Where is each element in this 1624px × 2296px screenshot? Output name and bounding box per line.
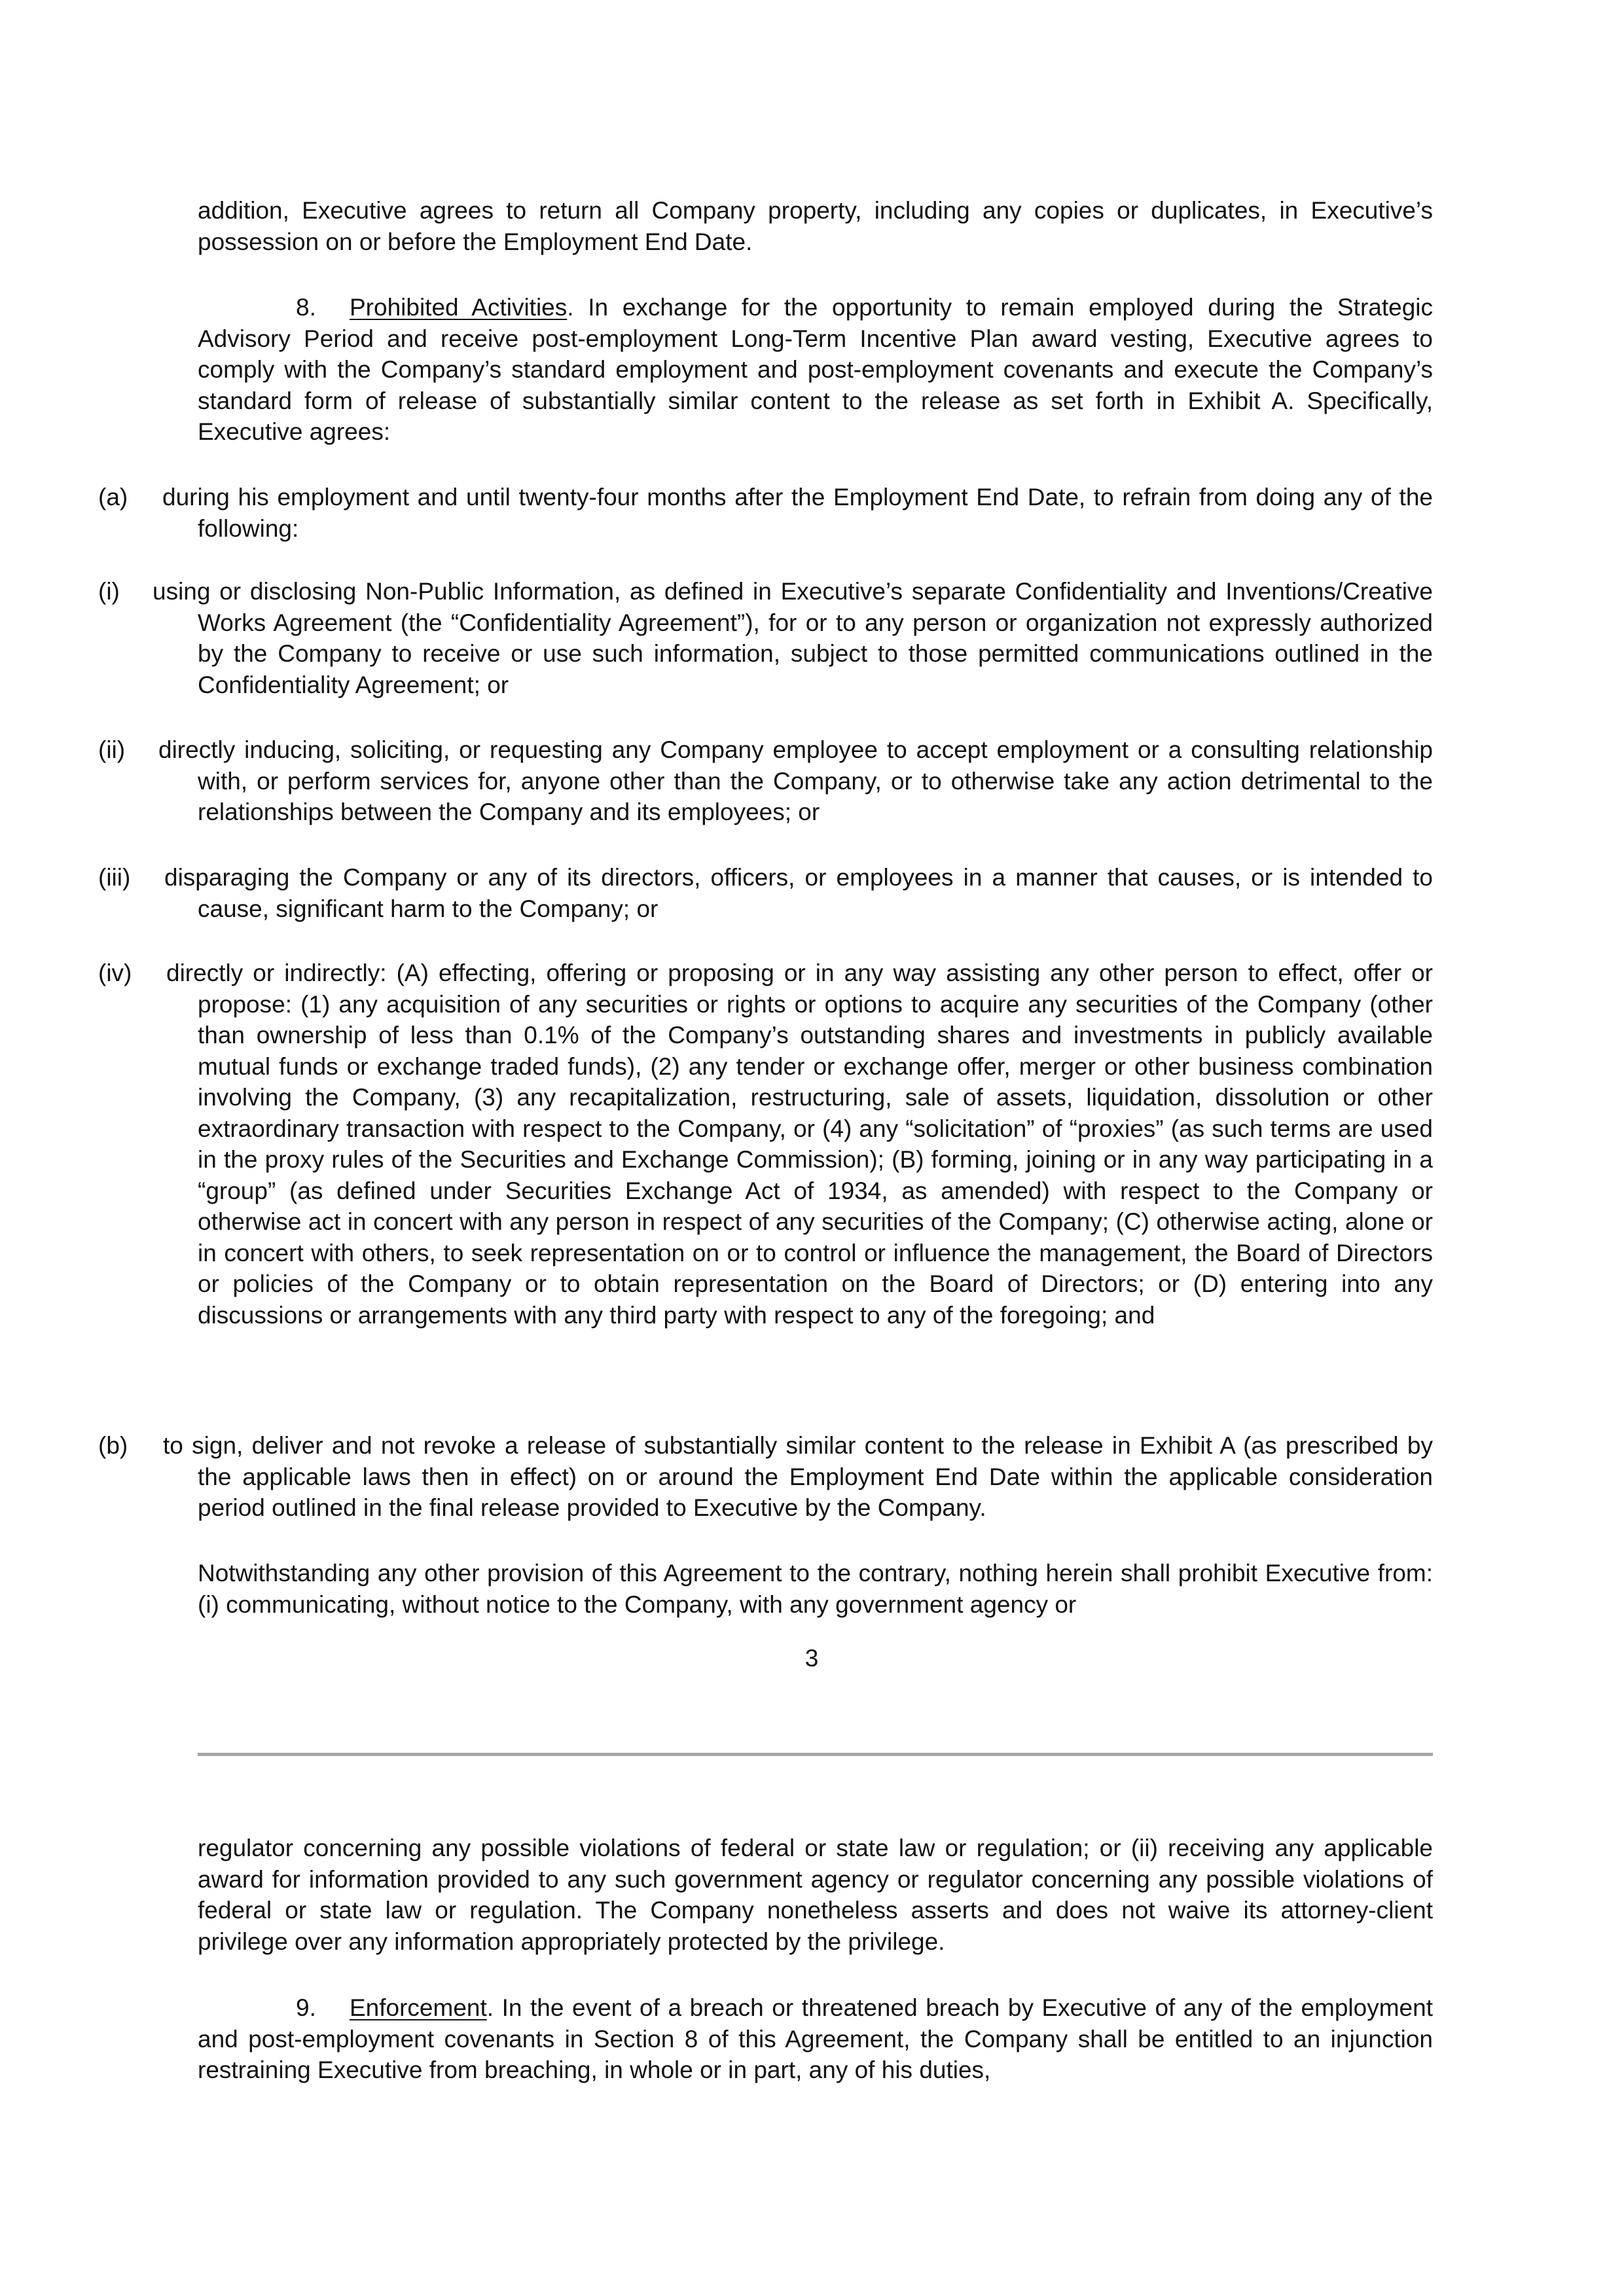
section-heading: Prohibited Activities [350,294,568,321]
section-heading: Enforcement [350,1994,487,2021]
paragraph-regulator-continued: regulator concerning any possible violations of federal or state law or regulation; or (ii) receiving any applicable award for information provided to any such government agency or regulator concerning any possible violations of federal or state law or regulation. The Company nonetheless asserts and does not waive its attorney-client privilege over any information appropriately protected by the privilege. [198,1835,1433,1955]
list-item-iii [98,862,1433,924]
page-separator [198,1753,1433,1756]
list-marker: (a) [98,484,128,511]
section-9-enforcement [198,1992,1433,2086]
paragraph-return-property: addition, Executive agrees to return all Company property, including any copies or duplicates, in Executive’s possession on or before the Employment End Date. [198,197,1433,255]
list-item-b [98,1430,1433,1524]
list-item-text: directly or indirectly: (A) effecting, offering or proposing or in any way assisting any other person to effect, offer or propose: (1) any acquisition of any securities or rights or options to acquire any securities of the Company (other than ownership of less than 0.1% of the Company’s outstanding shares and investments in publicly available mutual funds or exchange traded funds), (2) any tender or exchange offer, merger or other business combination involving the Company, (3) any recapitalization, restructuring, sale of assets, liquidation, dissolution or other extraordinary transaction with respect to the Company, or (4) any “solicitation” of “proxies” (as such terms are used in the proxy rules of the Securities and Exchange Commission); (B) forming, joining or in any way participating in a “group” (as defined under Securities Exchange Act of 1934, as amended) with respect to the Company or otherwise act in concert with any person in respect of any securities of the Company; (C) otherwise acting, alone or in concert with others, to seek representation on or to control or influence the management, the Board of Directors or policies of the Company or to obtain representation on the Board of Directors; or (D) entering into any discussions or arrangements with any third party with respect to any of the foregoing; and [166,960,1433,1329]
list-item-a [98,482,1433,544]
section-number: 8. [296,294,316,321]
section-number: 9. [296,1994,316,2021]
list-marker: (i) [98,578,120,605]
list-item-text: using or disclosing Non-Public Information, as defined in Executive’s separate Confidentiality and Inventions/Creative Works Agreement (the “Confidentiality Agreement”), for or to any person or organization not expressly authorized by the Company to receive or use such information, subject to those permitted communications outlined in the Confidentiality Agreement; or [153,578,1433,698]
list-item-ii [98,734,1433,828]
section-8-prohibited-activities [198,292,1433,448]
section-body: . In exchange for the opportunity to remain employed during the Strategic Advisory Period and receive post-employment Long-Term Incentive Plan award vesting, Executive agrees to comply with the Company’s standard employment and post-employment covenants and execute the Company’s standard form of release of substantially similar content to the release as set forth in Exhibit A. Specifically, Executive agrees: [198,294,1434,445]
list-item-text: disparaging the Company or any of its directors, officers, or employees in a manner that causes, or is intended to cause, significant harm to the Company; or [164,864,1433,922]
section-body: . In the event of a breach or threatened breach by Executive of any of the employment and post-employment covenants in Section 8 of this Agreement, the Company shall be entitled to an injunction restraining Executive from breaching, in whole or in part, any of his duties, [198,1994,1433,2083]
list-marker: (b) [98,1432,128,1459]
list-item-i [98,576,1433,700]
list-marker: (ii) [98,736,126,763]
list-marker: (iii) [98,864,131,891]
list-item-text: during his employment and until twenty-four months after the Employment End Date, to refrain from doing any of the following: [162,484,1433,542]
list-item-text: to sign, deliver and not revoke a release of substantially similar content to the release in Exhibit A (as prescribed by the applicable laws then in effect) on or around the Employment End Date within the applicable consideration period outlined in the final release provided to Executive by the Company. [163,1432,1433,1521]
list-item-iv [98,958,1433,1331]
paragraph-notwithstanding: Notwithstanding any other provision of this Agreement to the contrary, nothing herein shall prohibit Executive from: (i) communicating, without notice to the Company, with any government agency or [198,1560,1433,1618]
list-marker: (iv) [98,960,132,986]
page-number: 3 [804,1645,819,1672]
list-item-text: directly inducing, soliciting, or requesting any Company employee to accept employment or a consulting relationship with, or perform services for, anyone other than the Company, or to otherwise take any action detrimental to the relationships between the Company and its employees; or [158,736,1433,825]
